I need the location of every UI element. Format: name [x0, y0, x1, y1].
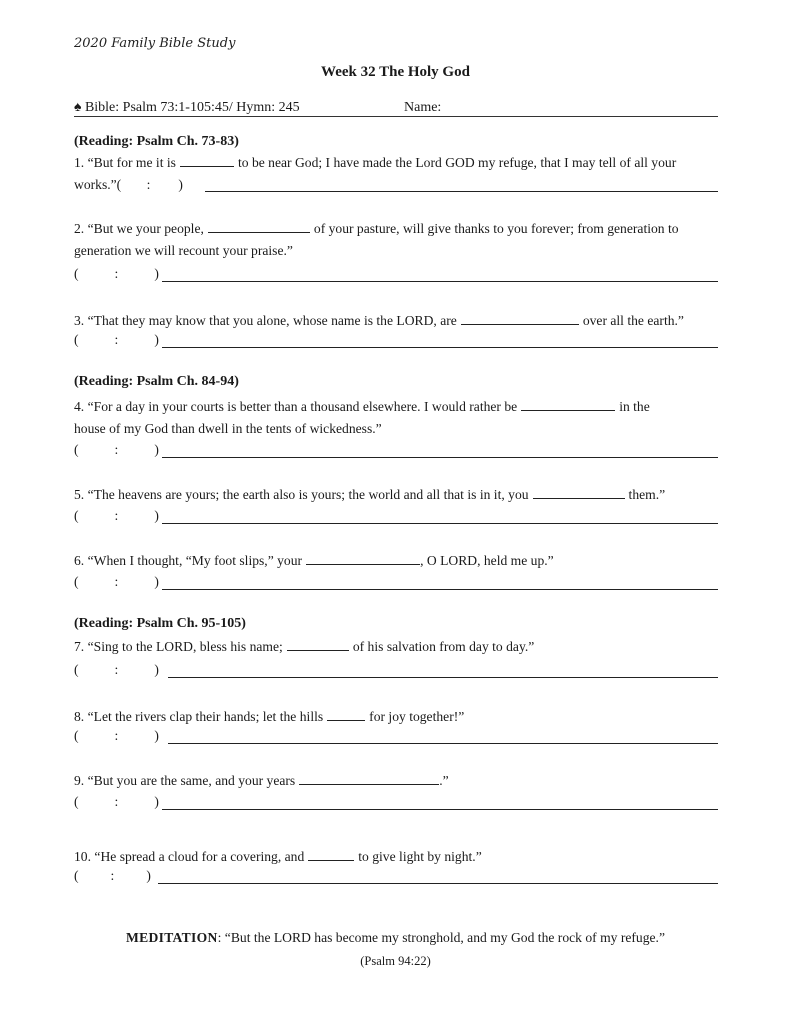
question-text: .” — [439, 773, 449, 788]
question-5 — [74, 484, 665, 506]
question-2 — [74, 218, 679, 240]
section-heading: (Reading: Psalm Ch. 73-83) — [74, 134, 239, 149]
reference-field: ( : ) — [74, 574, 159, 589]
question-text: to be near God; I have made the Lord GOD my refuge, that I may tell of all your — [237, 155, 677, 170]
bible-hymn-reference: ♠ Bible: Psalm 73:1-105:45/ Hymn: 245 — [74, 100, 300, 115]
meditation-text: : “But the LORD has become my stronghold, and my God the rock of my refuge.” — [217, 930, 665, 945]
answer-blank[interactable] — [521, 396, 615, 411]
reference-line[interactable] — [205, 191, 718, 192]
meditation-citation: (Psalm 94:22) — [360, 954, 431, 968]
reference-line[interactable] — [162, 809, 718, 810]
answer-blank[interactable] — [208, 218, 310, 233]
section-heading: (Reading: Psalm Ch. 84-94) — [74, 374, 239, 389]
question-7 — [74, 636, 534, 658]
meditation-label: MEDITATION — [126, 930, 218, 945]
ref-colon: : — [146, 177, 151, 192]
ref-close: ) — [178, 177, 183, 192]
question-number: 5. — [74, 487, 85, 502]
answer-blank[interactable] — [327, 706, 365, 721]
question-number: 3. — [74, 313, 85, 328]
answer-blank[interactable] — [287, 636, 349, 651]
question-number: 2. — [74, 221, 85, 236]
question-text: over all the earth.” — [582, 313, 684, 328]
question-text: “Let the rivers clap their hands; let the hills — [87, 709, 324, 724]
reference-field: ( : ) — [74, 442, 159, 457]
reference-line[interactable] — [162, 523, 718, 524]
reference-line[interactable] — [162, 347, 718, 348]
question-text: “That they may know that you alone, whose name is the LORD, are — [87, 313, 457, 328]
question-text: “But you are the same, and your years — [87, 773, 296, 788]
question-text: “Sing to the LORD, bless his name; — [87, 639, 283, 654]
question-text: “The heavens are yours; the earth also is yours; the world and all that is in it, you — [87, 487, 529, 502]
question-1-line2 — [74, 174, 183, 196]
question-3 — [74, 310, 684, 332]
reference-line[interactable] — [168, 677, 718, 678]
question-number: 7. — [74, 639, 85, 654]
answer-blank[interactable] — [306, 550, 420, 565]
page-title: Week 32 The Holy God — [321, 64, 470, 80]
question-text: “For a day in your courts is better than a thousand elsewhere. I would rather be — [87, 399, 518, 414]
question-9 — [74, 770, 449, 792]
question-6 — [74, 550, 554, 572]
answer-blank[interactable] — [533, 484, 625, 499]
question-number: 1. — [74, 155, 85, 170]
reference-line[interactable] — [162, 281, 718, 282]
question-text: “But we your people, — [87, 221, 204, 236]
question-text: “When I thought, “My foot slips,” your — [87, 553, 303, 568]
question-text: works.”( — [74, 177, 122, 192]
question-text: to give light by night.” — [358, 849, 482, 864]
reference-line[interactable] — [168, 743, 718, 744]
question-text: , O LORD, held me up.” — [420, 553, 554, 568]
reference-field: ( : ) — [74, 662, 159, 677]
question-number: 6. — [74, 553, 85, 568]
question-text: in the — [619, 399, 650, 414]
answer-blank[interactable] — [180, 152, 234, 167]
question-4 — [74, 396, 650, 418]
running-header: 2020 Family Bible Study — [74, 36, 236, 51]
question-number: 10. — [74, 849, 91, 864]
reference-field: ( : ) — [74, 266, 159, 281]
question-text: them.” — [628, 487, 666, 502]
reference-field: ( : ) — [74, 728, 159, 743]
question-text: of his salvation from day to day.” — [352, 639, 535, 654]
question-8 — [74, 706, 464, 728]
question-text: house of my God than dwell in the tents of wickedness.” — [74, 421, 382, 436]
answer-blank[interactable] — [299, 770, 439, 785]
name-label: Name: — [404, 100, 442, 115]
reference-field: ( : ) — [74, 332, 159, 347]
question-number: 4. — [74, 399, 85, 414]
question-text: “But for me it is — [87, 155, 176, 170]
answer-blank[interactable] — [461, 310, 579, 325]
question-1 — [74, 152, 676, 174]
name-underline[interactable] — [74, 116, 718, 117]
question-text: “He spread a cloud for a covering, and — [94, 849, 305, 864]
reference-field: ( : ) — [74, 508, 159, 523]
reference-field: ( : ) — [74, 794, 159, 809]
question-text: of your pasture, will give thanks to you forever; from generation to — [313, 221, 679, 236]
section-heading: (Reading: Psalm Ch. 95-105) — [74, 616, 246, 631]
question-number: 9. — [74, 773, 85, 788]
reference-line[interactable] — [162, 457, 718, 458]
question-text: generation we will recount your praise.” — [74, 243, 293, 258]
reference-field: ( : ) — [74, 868, 151, 883]
question-10 — [74, 846, 482, 868]
question-4-line2 — [74, 418, 382, 440]
question-text: for joy together!” — [369, 709, 465, 724]
reference-line[interactable] — [158, 883, 718, 884]
reference-line[interactable] — [162, 589, 718, 590]
meditation-verse — [0, 930, 791, 946]
question-2-line2 — [74, 240, 293, 262]
answer-blank[interactable] — [308, 846, 354, 861]
question-number: 8. — [74, 709, 85, 724]
